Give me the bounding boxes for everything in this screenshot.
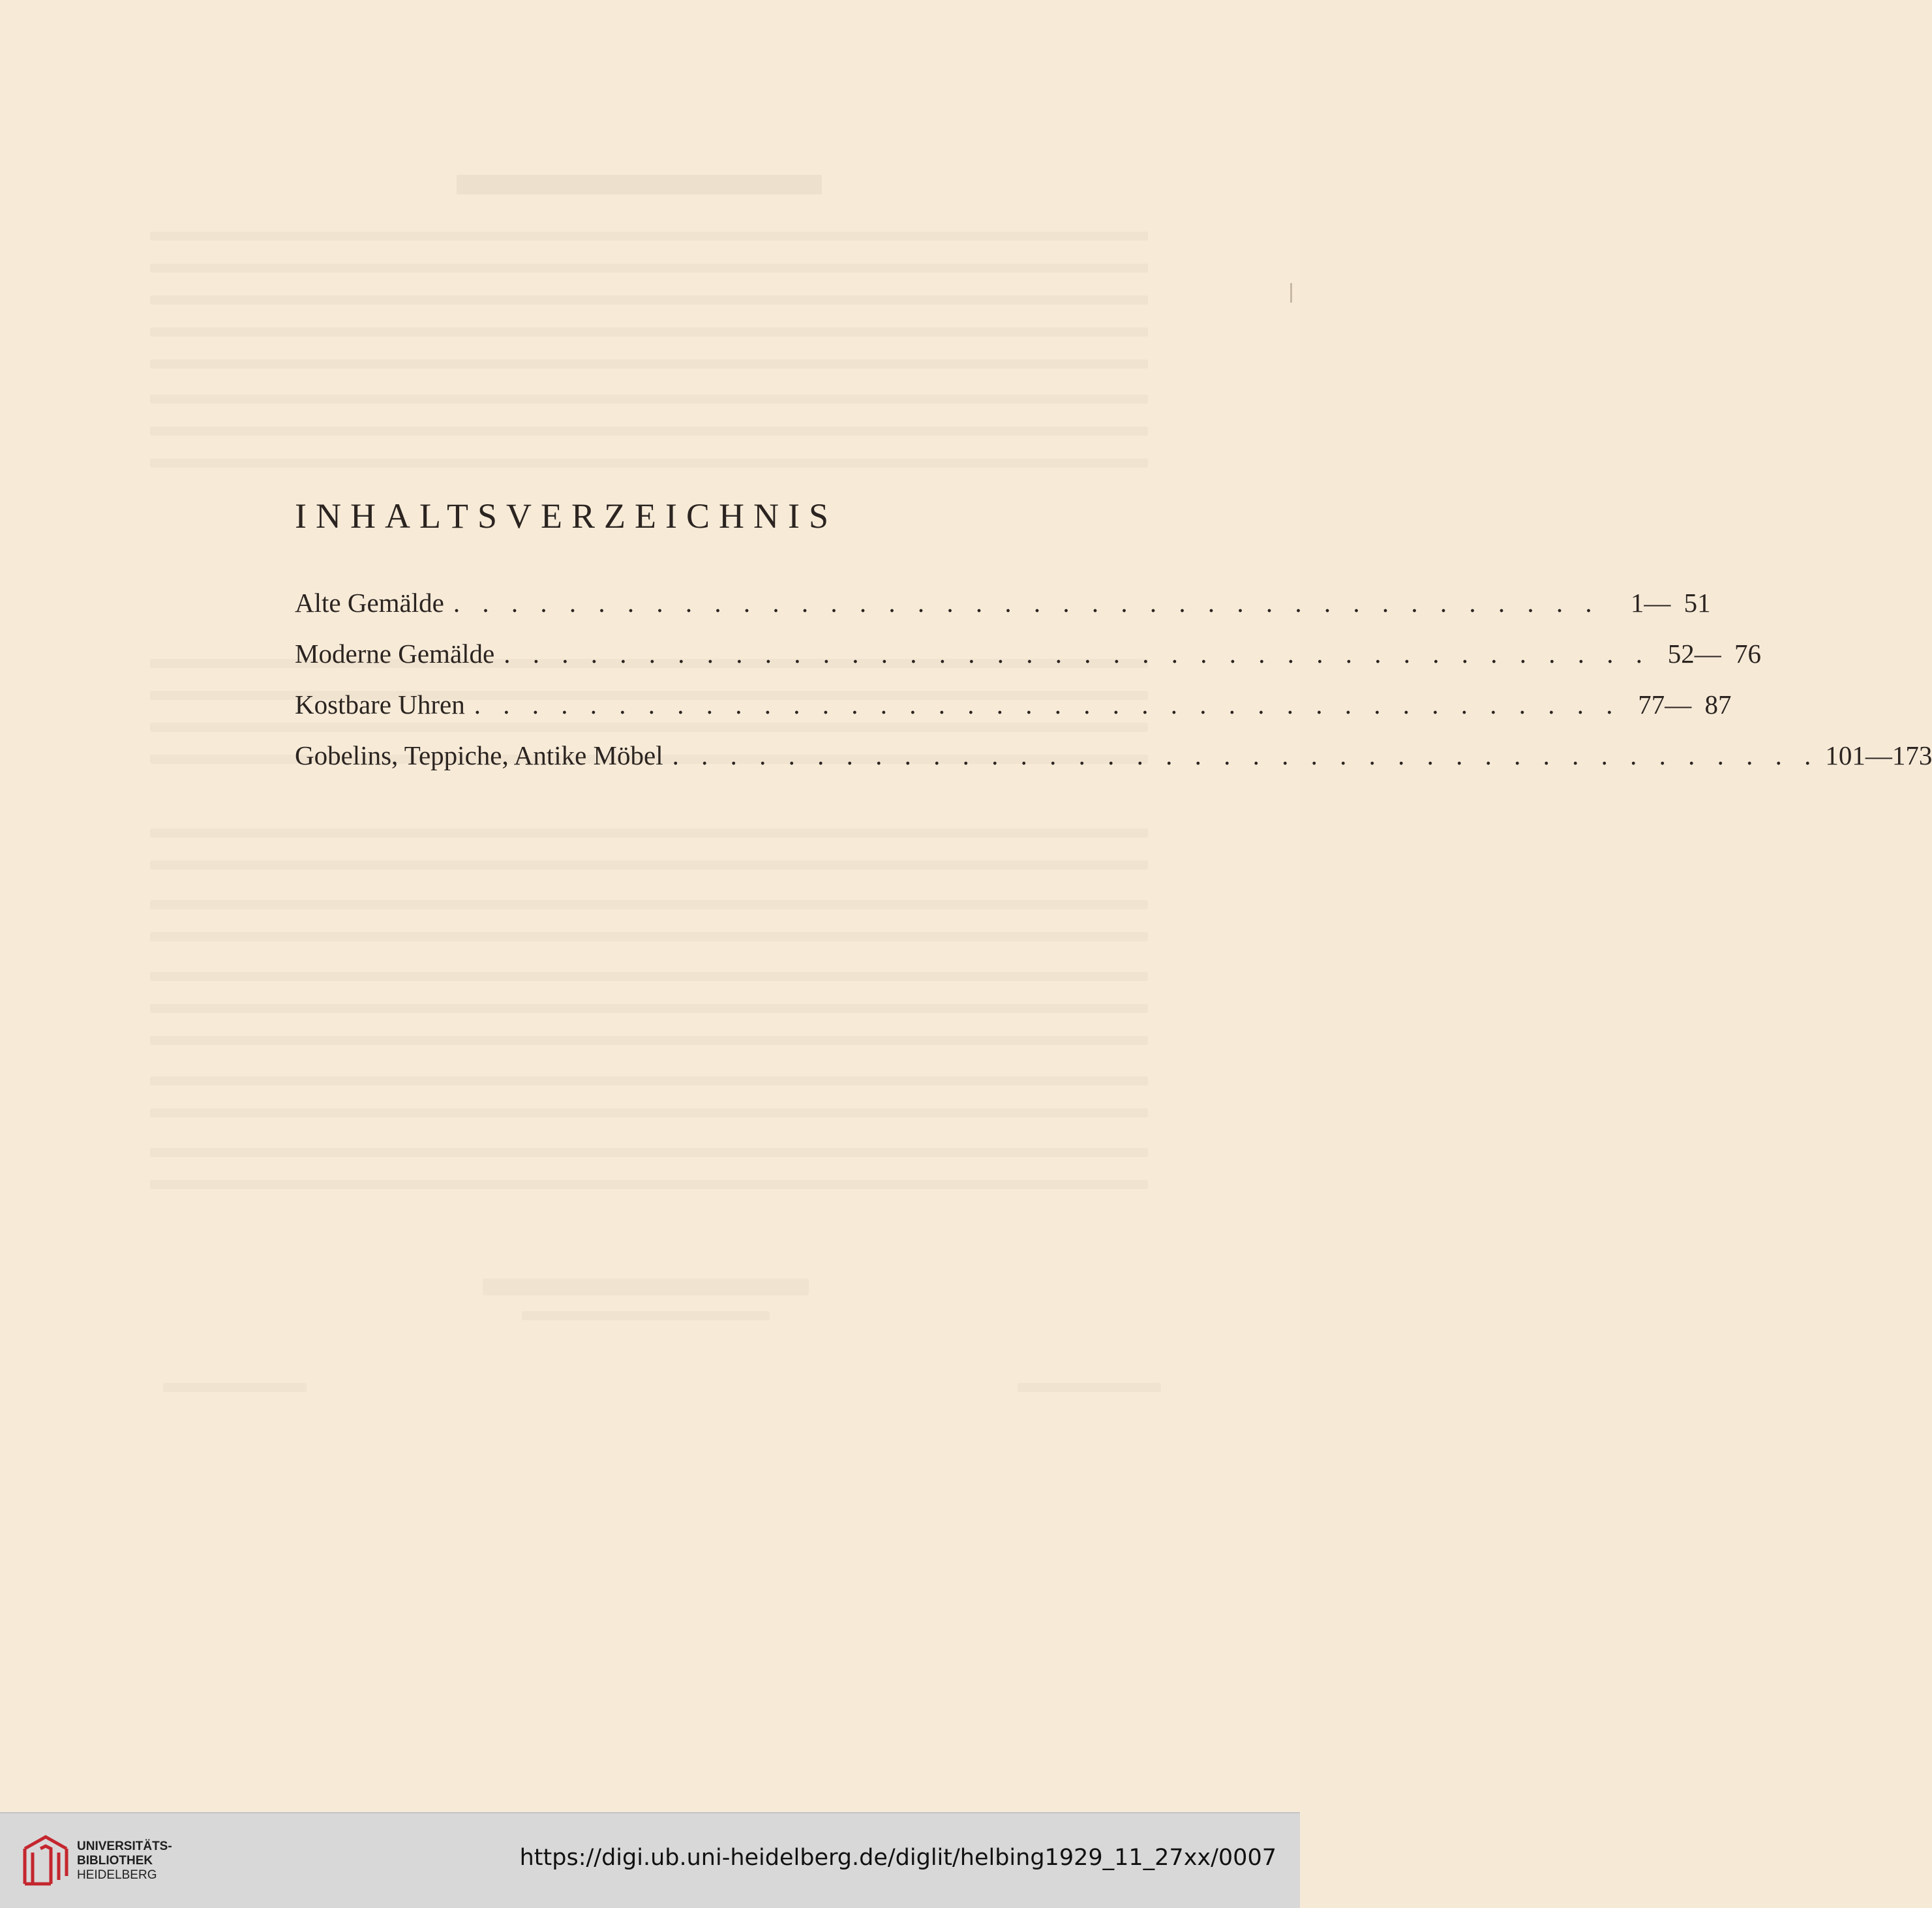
bleed-through-line [150, 1036, 1148, 1045]
bleed-through-line [150, 860, 1148, 870]
toc-leader-dots: . . . . . . . . . . . . . . . . . . . . . . . . . . . . . . . . . . . . . . . . [474, 689, 1621, 719]
library-name-line: BIBLIOTHEK [77, 1854, 153, 1868]
toc-list [295, 587, 1932, 791]
bleed-through-line [150, 828, 1148, 838]
bleed-through-line [150, 1180, 1148, 1189]
bleed-through-line [150, 1108, 1148, 1117]
bleed-through-line [150, 1148, 1148, 1157]
bleed-through-line [150, 295, 1148, 305]
bleed-through-line [150, 972, 1148, 981]
toc-leader-dots: . . . . . . . . . . . . . . . . . . . . . . . . . . . . . . . . . . . . . . . . [453, 588, 1600, 618]
toc-entry-pages: 101—173 [1825, 740, 1932, 770]
bleed-through-line [150, 395, 1148, 404]
university-library-logo-icon[interactable] [20, 1832, 72, 1888]
footer-bar [0, 1812, 1300, 1908]
bleed-through-line [150, 232, 1148, 241]
toc-leader-dots: . . . . . . . . . . . . . . . . . . . . . . . . . . . . . . . . . . . . . . . . [672, 740, 1819, 770]
table-of-contents [295, 496, 1932, 791]
toc-entry-label: Gobelins, Teppiche, Antike Möbel [295, 740, 663, 770]
page-edge-mark [1290, 283, 1292, 303]
bleed-through-line [522, 1311, 770, 1320]
bleed-through-line [150, 900, 1148, 909]
toc-leader-dots: . . . . . . . . . . . . . . . . . . . . . . . . . . . . . . . . . . . . . . . . [504, 639, 1650, 669]
permalink-url[interactable]: https://digi.ub.uni-heidelberg.de/diglit/helbing1929_11_27xx/0007 [519, 1845, 1276, 1871]
toc-entry [295, 740, 1932, 791]
bleed-through-line [483, 1279, 809, 1295]
bleed-through-line [1018, 1383, 1161, 1392]
bleed-through-line [150, 427, 1148, 436]
toc-entry-label: Moderne Gemälde [295, 639, 495, 669]
bleed-through-line [150, 1004, 1148, 1013]
toc-entry [295, 689, 1732, 740]
toc-entry-label: Alte Gemälde [295, 588, 444, 618]
bleed-through-line [150, 264, 1148, 273]
bleed-through-line [150, 932, 1148, 941]
toc-entry-pages: 1— 51 [1630, 588, 1711, 618]
bleed-through-heading [457, 175, 822, 194]
library-name[interactable] [77, 1840, 172, 1883]
library-name-line: HEIDELBERG [77, 1868, 157, 1882]
toc-entry [295, 587, 1711, 638]
bleed-through-line [150, 459, 1148, 468]
bleed-through-line [150, 1076, 1148, 1085]
bleed-through-line [163, 1383, 307, 1392]
toc-entry [295, 638, 1761, 689]
library-name-line: UNIVERSITÄTS- [77, 1840, 172, 1853]
bleed-through-line [150, 327, 1148, 337]
toc-entry-pages: 52— 76 [1667, 639, 1761, 669]
bleed-through-line [150, 359, 1148, 369]
toc-title: INHALTSVERZEICHNIS [295, 496, 838, 536]
toc-entry-label: Kostbare Uhren [295, 689, 465, 719]
toc-entry-pages: 77— 87 [1638, 689, 1732, 719]
